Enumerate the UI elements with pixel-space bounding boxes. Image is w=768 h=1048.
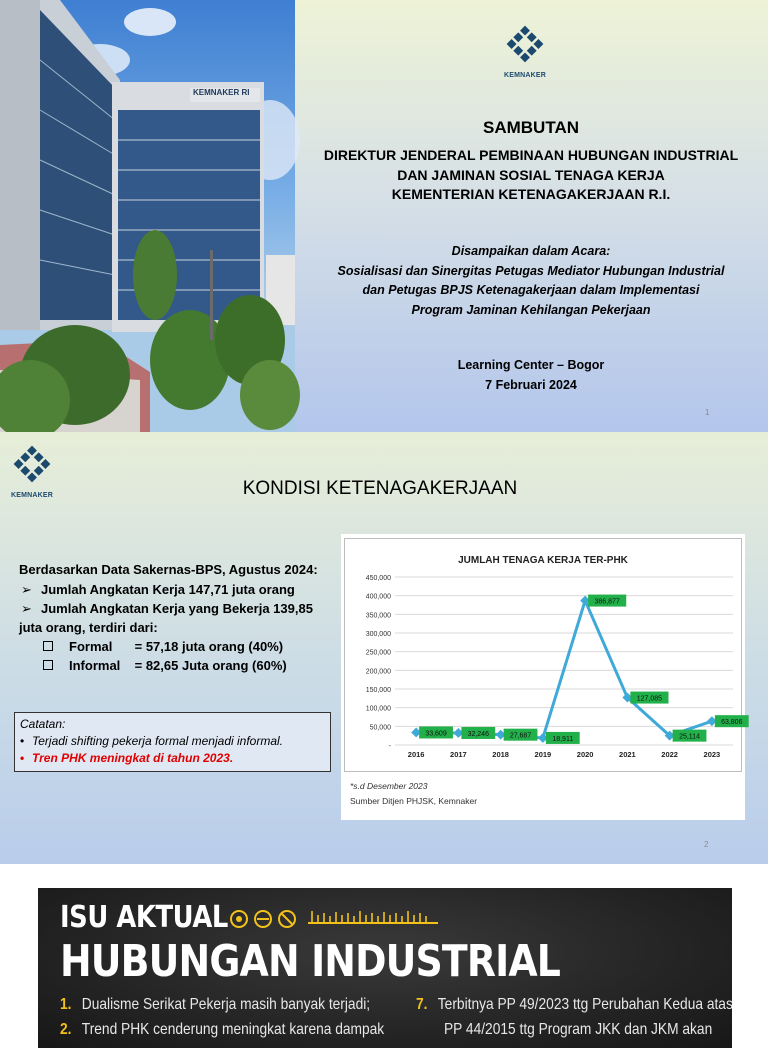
x-tick-label: 2018: [492, 750, 509, 759]
subtitle-line: DIREKTUR JENDERAL PEMBINAAN HUBUNGAN INDUSTRIAL: [323, 147, 739, 163]
photo-sign: KEMNAKER RI: [193, 88, 250, 97]
formal-item: [19, 637, 339, 656]
page-number: 1: [705, 408, 710, 417]
data-label: 27,687: [509, 732, 532, 740]
data-label: 63,806: [721, 719, 743, 727]
informal-item: [19, 656, 339, 675]
y-tick-label: 200,000: [365, 668, 391, 676]
title: SAMBUTAN: [482, 118, 579, 137]
subtitle: [300, 146, 762, 205]
fact-item: [19, 599, 339, 637]
phk-line-chart: [345, 539, 741, 771]
issue-item: [416, 996, 733, 1014]
y-tick-label: 300,000: [365, 631, 391, 638]
issue-number: 1.: [60, 996, 72, 1013]
formal-label: Formal: [69, 639, 113, 654]
data-label: 32,246: [467, 730, 489, 738]
y-tick-label: -: [388, 743, 391, 750]
issue-text: Trend PHK cenderung meningkat karena dampak: [81, 1021, 385, 1038]
y-tick-label: 150,000: [365, 687, 391, 694]
arrow-bullet-icon: ➢: [21, 582, 32, 597]
data-label: 33,609: [425, 730, 447, 738]
data-label: 18,911: [552, 735, 574, 743]
x-tick-label: 2022: [661, 750, 678, 759]
issue-item: [60, 1021, 384, 1039]
slide-2: [0, 432, 768, 864]
x-tick-label: 2016: [407, 750, 425, 759]
venue-name: Learning Center – Bogor: [457, 358, 605, 372]
kemnaker-logo-icon: [503, 22, 547, 66]
x-tick-label: 2017: [450, 750, 467, 759]
building-photo: [0, 0, 295, 432]
facts-intro: Berdasarkan Data Sakernas-BPS, Agustus 2024:: [19, 562, 318, 577]
y-tick-label: 350,000: [365, 612, 391, 620]
decorative-ruler-icon: [308, 909, 438, 929]
building-illustration: [0, 0, 295, 432]
formal-value: = 57,18 juta orang (40%): [134, 639, 284, 654]
event-line: Program Jaminan Kehilangan Pekerjaan: [411, 302, 651, 317]
data-label: 127,085: [636, 695, 663, 703]
x-tick-label: 2020: [576, 750, 594, 759]
data-label: 386,877: [594, 598, 620, 606]
y-tick-label: 100,000: [365, 705, 391, 713]
informal-value: = 82,65 Juta orang (60%): [134, 658, 287, 673]
issue-text: PP 44/2015 ttg Program JKK dan JKM akan: [444, 1021, 713, 1038]
issue-item: [444, 1021, 712, 1039]
x-tick-label: 2021: [619, 750, 636, 759]
note-item-highlight: • Tren PHK meningkat di tahun 2023.: [20, 750, 325, 767]
employment-facts: [19, 560, 339, 675]
issue-text: Terbitnya PP 49/2023 ttg Perubahan Kedua atas: [437, 996, 733, 1013]
x-tick-label: 2019: [534, 750, 552, 759]
chart-card: [341, 534, 745, 820]
note-box: [14, 712, 331, 772]
chart-source: Sumber Ditjen PHJSK, Kemnaker: [350, 796, 478, 806]
checkbox-bullet-icon: [43, 641, 53, 651]
fact-text: Jumlah Angkatan Kerja yang Bekerja 139,85: [41, 601, 313, 616]
event-date: 7 Februari 2024: [485, 377, 577, 392]
issue-item: [60, 996, 370, 1014]
y-tick-label: 50,000: [369, 724, 391, 732]
slide-3: [0, 864, 768, 1038]
fact-text: juta orang, terdiri dari:: [19, 620, 158, 635]
slide-title: KONDISI KETENAGAKERJAAN: [242, 478, 518, 499]
decorative-circles-icon: [229, 909, 304, 929]
kemnaker-logo: [503, 22, 547, 82]
chart-title: JUMLAH TENAGA KERJA TER-PHK: [458, 555, 628, 566]
note-item: • Terjadi shifting pekerja formal menjadi informal.: [20, 733, 325, 750]
slide-1: [0, 0, 768, 432]
logo-text: KEMNAKER: [10, 492, 54, 499]
event-line: Sosialisasi dan Sinergitas Petugas Mediator Hubungan Industrial: [337, 263, 725, 278]
issue-number: 7.: [416, 996, 428, 1013]
checkbox-bullet-icon: [43, 660, 53, 670]
isu-heading: [60, 900, 228, 935]
event-line: dan Petugas BPJS Ketenagakerjaan dalam Implementasi: [362, 283, 700, 297]
event-info: [300, 242, 762, 320]
data-label: 25,114: [679, 733, 700, 741]
chart-frame: [344, 538, 742, 772]
logo-text: KEMNAKER: [503, 72, 547, 79]
y-tick-label: 450,000: [365, 575, 391, 582]
fact-item: [19, 580, 339, 599]
issue-number: 2.: [60, 1021, 72, 1038]
chart-footnote: *s.d Desember 2023: [350, 781, 428, 791]
arrow-bullet-icon: ➢: [21, 601, 32, 616]
chalkboard: [38, 888, 732, 1048]
y-tick-label: 250,000: [365, 649, 391, 657]
event-line: Disampaikan dalam Acara:: [451, 244, 611, 258]
kemnaker-logo: [10, 442, 54, 502]
venue: [300, 356, 762, 395]
kemnaker-logo-icon: [10, 442, 54, 486]
note-title: Catatan:: [20, 717, 66, 731]
y-tick-label: 400,000: [365, 593, 391, 601]
fact-text: Jumlah Angkatan Kerja 147,71 juta orang: [41, 582, 295, 597]
x-tick-label: 2023: [703, 750, 721, 759]
series-line: [416, 598, 712, 738]
subtitle-line: KEMENTERIAN KETENAGAKERJAAN R.I.: [391, 186, 671, 202]
page-number: 2: [704, 840, 709, 849]
subtitle-line: DAN JAMINAN SOSIAL TENAGA KERJA: [397, 166, 665, 183]
informal-label: Informal: [69, 658, 121, 673]
issue-text: Dualisme Serikat Pekerja masih banyak terjadi;: [81, 996, 371, 1013]
hubungan-heading: HUBUNGAN INDUSTRIAL: [60, 936, 561, 987]
isu-text: ISU AKTUAL: [60, 900, 228, 935]
